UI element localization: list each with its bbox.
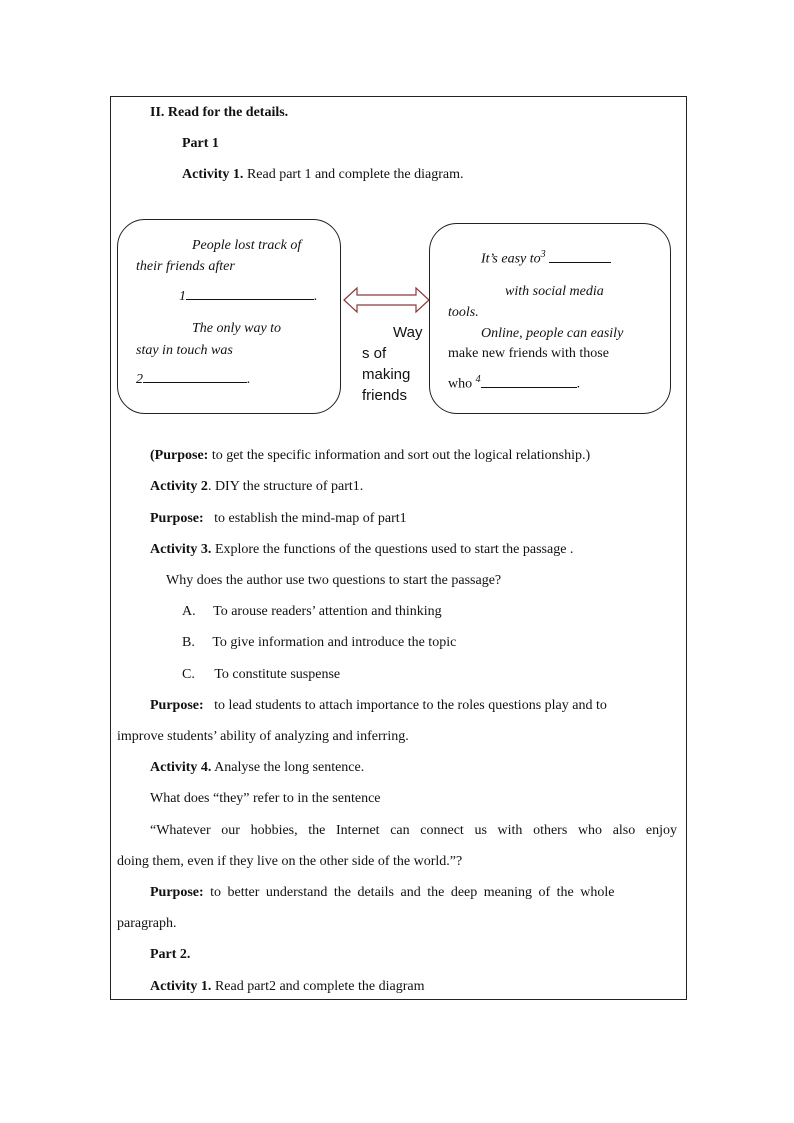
option-c[interactable]: [182, 667, 340, 683]
diagram-middle-label: [360, 322, 428, 404]
right-line2: with social media: [505, 284, 604, 299]
purpose-label: Purpose:: [150, 698, 204, 713]
purpose-4-cont: paragraph.: [117, 916, 177, 931]
purpose-4: [150, 885, 614, 901]
option-text: To arouse readers’ attention and thinking: [213, 604, 442, 619]
option-text: To give information and introduce the topic: [212, 635, 457, 650]
part1-title: Part 1: [182, 136, 219, 151]
purpose-label: Purpose:: [150, 511, 204, 526]
right-line3: tools.: [448, 305, 479, 320]
right-line6: who $^4$ .: [448, 374, 581, 392]
blank-number: 3: [540, 249, 546, 260]
part2-title: Part 2.: [150, 947, 191, 962]
question-4: What does “they” refer to in the sentence: [150, 791, 381, 806]
middle-line4: friends: [362, 387, 408, 404]
activity-label: Activity 1.: [150, 979, 212, 994]
double-arrow-icon: [343, 286, 431, 314]
option-letter: C.: [182, 667, 195, 682]
activity-text: Explore the functions of the questions used to start the passage .: [211, 542, 574, 557]
left-line2: their friends after: [136, 259, 235, 274]
left-blank2: 2 .: [136, 372, 251, 387]
purpose-text: to get the specific information and sort out the logical relationship.): [208, 448, 591, 463]
activity-text: Analyse the long sentence.: [211, 760, 365, 775]
answer-blank-3[interactable]: [549, 250, 611, 263]
answer-blank-1[interactable]: [186, 287, 314, 300]
activity-label: Activity 4.: [150, 760, 212, 775]
left-blank1: 1 .: [179, 289, 318, 304]
part1-activity2: [150, 479, 363, 495]
diagram-left-box: [117, 219, 341, 414]
activity-text: Read part 1 and complete the diagram.: [246, 167, 464, 182]
blank-number: 1: [179, 289, 186, 304]
purpose-label: (Purpose:: [150, 448, 209, 463]
part2-activity1: [150, 979, 424, 995]
quote-line1: “Whatever our hobbies, the Internet can connect us with others who also enjoy: [150, 823, 677, 838]
part1-activity3: [150, 542, 573, 558]
right-line4: Online, people can easily: [481, 326, 624, 341]
purpose-text: to establish the mind-map of part1: [203, 511, 407, 526]
purpose-1: [150, 448, 590, 464]
left-line4: stay in touch was: [136, 343, 233, 358]
left-line3: The only way to: [192, 321, 282, 336]
purpose-label: Purpose:: [150, 885, 204, 900]
activity-label: Activity 1.: [182, 167, 244, 182]
quote-line2: doing them, even if they live on the other side of the world.”?: [117, 854, 463, 869]
option-b[interactable]: [182, 635, 456, 651]
right-line5: make new friends with those: [448, 346, 609, 361]
blank-number: 2: [136, 372, 143, 387]
purpose-3-cont: improve students’ ability of analyzing and inferring.: [117, 729, 409, 744]
middle-line1: Way: [393, 324, 423, 341]
activity-text: Read part2 and complete the diagram: [211, 979, 425, 994]
part1-activity4: [150, 760, 364, 776]
option-text: To constitute suspense: [214, 667, 341, 682]
option-a[interactable]: [182, 604, 442, 620]
purpose-text: to lead students to attach importance to the roles questions play and to: [203, 698, 607, 713]
part1-activity1: [182, 167, 463, 183]
section-title: II. Read for the details.: [150, 105, 289, 120]
activity-label: Activity 2: [150, 479, 208, 494]
middle-line2: s of: [362, 345, 387, 362]
middle-line3: making: [362, 366, 411, 383]
option-letter: A.: [182, 604, 196, 619]
answer-blank-2[interactable]: [143, 370, 247, 383]
right-line1: [481, 249, 611, 268]
right-line1-text: It’s easy to: [481, 251, 541, 267]
purpose-3: [150, 698, 677, 714]
blank-number: 4: [475, 374, 481, 385]
activity-text: . DIY the structure of part1.: [207, 479, 364, 494]
purpose-text: to better understand the details and the deep meaning of the whole: [203, 885, 615, 900]
left-line1: People lost track of: [192, 238, 302, 253]
right-line6-text: who: [448, 376, 473, 392]
option-letter: B.: [182, 635, 195, 650]
diagram-right-box: [429, 223, 671, 414]
purpose-2: [150, 511, 407, 527]
activity-label: Activity 3.: [150, 542, 212, 557]
answer-blank-4[interactable]: [481, 375, 577, 388]
question-3: Why does the author use two questions to start the passage?: [166, 573, 502, 588]
